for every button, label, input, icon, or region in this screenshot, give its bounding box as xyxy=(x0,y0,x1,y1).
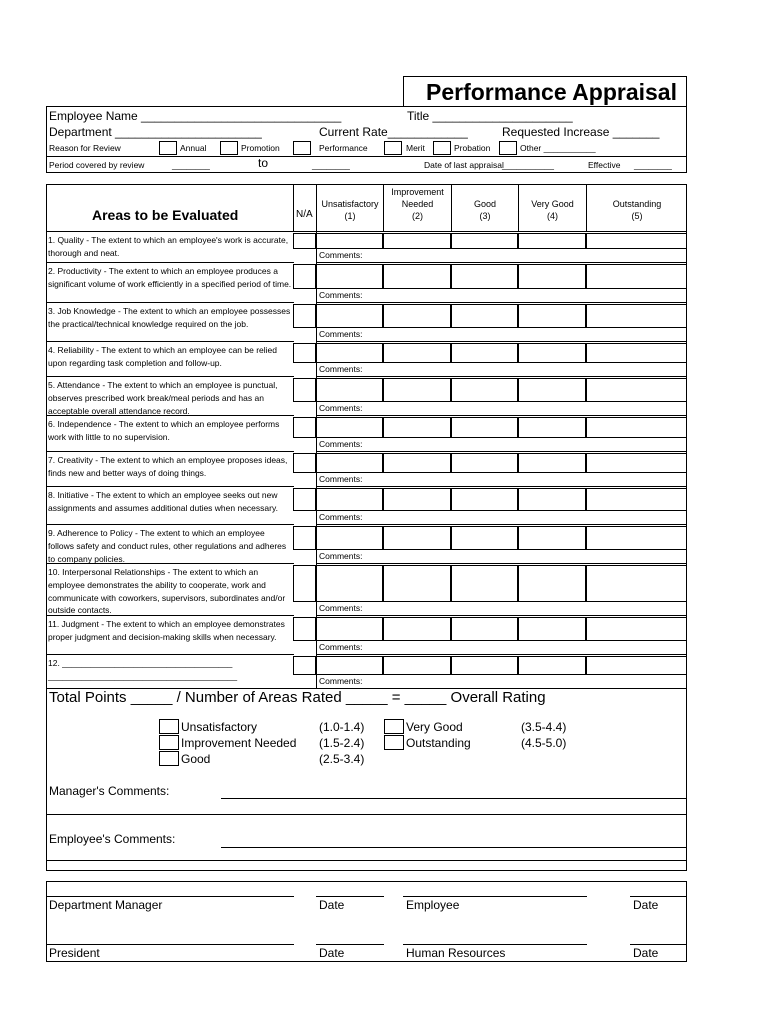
rating-cell[interactable] xyxy=(316,656,383,675)
rating-label: Improvement Needed xyxy=(181,736,297,750)
na-header: N/A xyxy=(296,209,313,220)
title-field[interactable]: Title _____________________ xyxy=(407,109,573,123)
rating-cell[interactable] xyxy=(518,488,586,511)
outstanding-checkbox[interactable] xyxy=(384,735,404,750)
rating-cell[interactable] xyxy=(586,417,687,438)
rating-cell[interactable] xyxy=(316,617,383,641)
requested-increase-field[interactable]: Requested Increase _______ xyxy=(502,125,660,139)
col-header-line: Very Good xyxy=(531,199,574,209)
rating-cell[interactable] xyxy=(518,304,586,328)
comments-label: Comments: xyxy=(319,676,363,686)
human-resources-label: Human Resources xyxy=(406,946,506,960)
na-rating-cell[interactable] xyxy=(293,343,316,363)
area-description: 2. Productivity - The extent to which an employee produces a significant volume of work efficiently in a specified period of time. xyxy=(48,266,292,289)
rating-cell[interactable] xyxy=(586,378,687,402)
col-header-line: (4) xyxy=(547,211,558,221)
area-description: 6. Independence - The extent to which an employee performs work with little to no supervision. xyxy=(48,419,280,442)
signature-section xyxy=(46,881,687,962)
current-rate-field[interactable]: Current Rate____________ xyxy=(319,125,468,139)
rating-cell[interactable] xyxy=(586,617,687,641)
rating-cell[interactable] xyxy=(383,488,451,511)
col-header-line: (5) xyxy=(631,211,643,221)
na-rating-cell[interactable] xyxy=(293,304,316,328)
rating-label: Good xyxy=(181,752,211,766)
rating-cell[interactable] xyxy=(518,264,586,289)
probation-checkbox[interactable] xyxy=(433,141,451,155)
rating-range: (4.5-5.0) xyxy=(521,736,567,750)
rating-cell[interactable] xyxy=(586,233,687,249)
na-rating-cell[interactable] xyxy=(293,656,316,675)
effective-field[interactable]: ________ xyxy=(634,160,672,170)
signature-line[interactable] xyxy=(316,896,384,897)
rating-cell[interactable] xyxy=(383,343,451,363)
signature-line[interactable] xyxy=(403,944,587,945)
other-field[interactable]: Other ___________ xyxy=(520,143,596,153)
rating-cell[interactable] xyxy=(316,304,383,328)
summary-bottom-line xyxy=(46,870,687,871)
row-divider xyxy=(46,615,294,616)
rating-cell[interactable] xyxy=(518,617,586,641)
comments-label: Comments: xyxy=(319,290,363,300)
rating-cell[interactable] xyxy=(518,453,586,473)
col-header-line: (3) xyxy=(479,211,491,221)
col-header-line: Unsatisfactory xyxy=(321,199,379,209)
comments-label: Comments: xyxy=(319,439,363,449)
merit-checkbox[interactable] xyxy=(384,141,402,155)
signature-line[interactable] xyxy=(630,944,686,945)
last-appraisal-field[interactable]: ___________ xyxy=(502,160,555,170)
signature-line[interactable] xyxy=(46,896,294,897)
row-divider xyxy=(46,524,294,525)
summary-right-border xyxy=(686,688,687,870)
rating-range: (1.0-1.4) xyxy=(319,720,365,734)
employee-name-field[interactable]: Employee Name ______________________________ xyxy=(49,109,342,123)
rating-cell[interactable] xyxy=(586,488,687,511)
rating-label: Very Good xyxy=(406,720,463,734)
area-description: 11. Judgment - The extent to which an employee demonstrates proper judgment and decision-making skills when necessary. xyxy=(48,619,285,642)
comments-line[interactable] xyxy=(316,524,687,525)
row-divider xyxy=(46,262,294,263)
row-divider xyxy=(46,302,294,303)
rating-cell[interactable] xyxy=(518,526,586,550)
rating-cell[interactable] xyxy=(383,417,451,438)
rating-cell[interactable] xyxy=(451,488,518,511)
promotion-checkbox[interactable] xyxy=(220,141,238,155)
rating-cell[interactable] xyxy=(383,526,451,550)
comments-line[interactable] xyxy=(316,262,687,263)
rating-cell[interactable] xyxy=(518,233,586,249)
comments-label: Comments: xyxy=(319,403,363,413)
comments-label: Comments: xyxy=(319,603,363,613)
row-divider xyxy=(46,341,294,342)
summary-left-border xyxy=(46,688,47,870)
na-rating-cell[interactable] xyxy=(293,378,316,402)
comments-line[interactable] xyxy=(316,486,687,487)
comments-line[interactable] xyxy=(316,451,687,452)
row-divider xyxy=(46,654,294,655)
table-header-divider xyxy=(46,231,687,232)
rating-cell[interactable] xyxy=(586,656,687,675)
unsatisfactory-checkbox[interactable] xyxy=(159,719,179,734)
area-description: 4. Reliability - The extent to which an employee can be relied upon regarding task completion and follow-up. xyxy=(48,345,277,368)
rating-cell[interactable] xyxy=(383,617,451,641)
period-from-field[interactable]: ________ xyxy=(172,160,210,170)
to-label: to xyxy=(258,156,269,170)
header-divider xyxy=(46,156,687,157)
date-label: Date xyxy=(319,898,345,912)
annual-checkbox[interactable] xyxy=(159,141,177,155)
rating-cell[interactable] xyxy=(451,233,518,249)
improvement-needed-checkbox[interactable] xyxy=(159,735,179,750)
managers-comments-line[interactable] xyxy=(46,814,687,815)
rating-cell[interactable] xyxy=(316,233,383,249)
performance-checkbox[interactable] xyxy=(293,141,311,155)
performance-label: Performance xyxy=(319,143,368,153)
comments-label: Comments: xyxy=(319,474,363,484)
president-label: President xyxy=(49,946,100,960)
rating-cell[interactable] xyxy=(383,656,451,675)
rating-cell[interactable] xyxy=(383,264,451,289)
comments-line[interactable] xyxy=(316,563,687,564)
rating-cell[interactable] xyxy=(451,617,518,641)
promotion-label: Promotion xyxy=(241,143,280,153)
rating-cell[interactable] xyxy=(316,565,383,602)
department-field[interactable]: Department ______________________ xyxy=(49,125,262,139)
rating-cell[interactable] xyxy=(383,233,451,249)
employees-comments-line[interactable] xyxy=(46,860,687,861)
rating-cell[interactable] xyxy=(586,343,687,363)
rating-cell[interactable] xyxy=(316,417,383,438)
comments-label: Comments: xyxy=(319,512,363,522)
na-rating-cell[interactable] xyxy=(293,453,316,473)
area-description: 10. Interpersonal Relationships - The extent to which an employee demonstrates the ability to cooperate, work and communicate with coworkers, supervisors, subordinates and/or outside contacts. xyxy=(48,567,286,616)
rating-cell[interactable] xyxy=(451,304,518,328)
rating-cell[interactable] xyxy=(518,378,586,402)
rating-range: (3.5-4.4) xyxy=(521,720,567,734)
signature-line[interactable] xyxy=(403,896,587,897)
comments-line[interactable] xyxy=(316,341,687,342)
managers-comments-line[interactable] xyxy=(221,798,687,799)
col-header-unsatisfactory xyxy=(317,186,383,222)
rating-cell[interactable] xyxy=(451,378,518,402)
rating-cell[interactable] xyxy=(451,453,518,473)
na-rating-cell[interactable] xyxy=(293,264,316,289)
rating-cell[interactable] xyxy=(518,343,586,363)
row-divider xyxy=(46,415,294,416)
good-checkbox[interactable] xyxy=(159,751,179,766)
rating-range: (2.5-3.4) xyxy=(319,752,365,766)
rating-cell[interactable] xyxy=(518,656,586,675)
comments-line[interactable] xyxy=(316,376,687,377)
managers-comments-label: Manager's Comments: xyxy=(49,784,170,798)
very-good-checkbox[interactable] xyxy=(384,719,404,734)
last-appraisal-label: Date of last appraisal xyxy=(424,160,504,170)
col-header-improvement xyxy=(384,186,451,222)
rating-cell[interactable] xyxy=(586,453,687,473)
na-column-divider xyxy=(293,184,294,232)
na-rating-cell[interactable] xyxy=(293,565,316,602)
rating-cell[interactable] xyxy=(316,526,383,550)
rating-cell[interactable] xyxy=(383,378,451,402)
rating-cell[interactable] xyxy=(518,417,586,438)
rating-cell[interactable] xyxy=(586,565,687,602)
rating-label: Unsatisfactory xyxy=(181,720,258,734)
col-header-line: Needed xyxy=(401,199,434,209)
col-header-line: Good xyxy=(473,199,497,209)
rating-cell[interactable] xyxy=(383,453,451,473)
rating-cell[interactable] xyxy=(586,526,687,550)
rating-cell[interactable] xyxy=(316,378,383,402)
effective-label: Effective xyxy=(588,160,621,170)
reason-label: Reason for Review xyxy=(49,143,121,153)
rating-cell[interactable] xyxy=(451,343,518,363)
other-checkbox[interactable] xyxy=(499,141,517,155)
comments-label: Comments: xyxy=(319,364,363,374)
rating-cell[interactable] xyxy=(451,526,518,550)
department-manager-label: Department Manager xyxy=(49,898,163,912)
na-rating-cell[interactable] xyxy=(293,233,316,249)
employee-label: Employee xyxy=(406,898,460,912)
area-description: 7. Creativity - The extent to which an employee proposes ideas, finds new and better ways of doing things. xyxy=(48,455,288,478)
signature-line[interactable] xyxy=(630,896,686,897)
rating-cell[interactable] xyxy=(316,264,383,289)
area-description: 5. Attendance - The extent to which an employee is punctual, observes prescribed work break/meal periods and has an acceptable overall attendance record. xyxy=(48,380,278,416)
comments-label: Comments: xyxy=(319,250,363,260)
employees-comments-label: Employee's Comments: xyxy=(49,832,176,846)
comments-label: Comments: xyxy=(319,329,363,339)
area-description: 12. ____________________________________ ________________________________________ xyxy=(48,658,238,681)
col-header-very-good xyxy=(519,186,586,222)
comments-label: Comments: xyxy=(319,551,363,561)
areas-header: Areas to be Evaluated xyxy=(92,207,239,223)
row-divider xyxy=(46,376,294,377)
rating-cell[interactable] xyxy=(518,565,586,602)
row-divider xyxy=(46,486,294,487)
rating-cell[interactable] xyxy=(316,453,383,473)
area-description: 8. Initiative - The extent to which an employee seeks out new assignments and assumes additional duties when necessary. xyxy=(48,490,278,513)
total-points-line[interactable]: Total Points _____ / Number of Areas Rated _____ = _____ Overall Rating xyxy=(49,689,546,706)
row-divider xyxy=(46,563,294,564)
area-description: 9. Adherence to Policy - The extent to which an employee follows safety and conduct rules, other regulations and adheres to company policies. xyxy=(48,528,287,564)
comments-line[interactable] xyxy=(316,654,687,655)
date-label: Date xyxy=(633,898,659,912)
comments-line[interactable] xyxy=(316,615,687,616)
col-header-line: Outstanding xyxy=(612,199,662,209)
row-divider xyxy=(46,451,294,452)
na-rating-cell[interactable] xyxy=(293,617,316,641)
rating-cell[interactable] xyxy=(316,343,383,363)
rating-cell[interactable] xyxy=(586,304,687,328)
rating-cell[interactable] xyxy=(451,565,518,602)
period-to-field[interactable]: ________ xyxy=(312,160,350,170)
col-header-outstanding xyxy=(587,186,687,222)
col-header-line: (1) xyxy=(344,211,356,221)
na-rating-cell[interactable] xyxy=(293,526,316,550)
rating-range: (1.5-2.4) xyxy=(319,736,365,750)
rating-label: Outstanding xyxy=(406,736,471,750)
rating-cell[interactable] xyxy=(316,488,383,511)
merit-label: Merit xyxy=(406,143,425,153)
col-header-line: Improvement xyxy=(391,187,444,197)
area-description: 3. Job Knowledge - The extent to which an employee possesses the practical/technical knowledge required on the job. xyxy=(48,306,291,329)
period-label: Period covered by review xyxy=(49,160,145,170)
rating-cell[interactable] xyxy=(383,304,451,328)
signature-line[interactable] xyxy=(46,944,294,945)
rating-cell[interactable] xyxy=(586,264,687,289)
rating-cell[interactable] xyxy=(451,417,518,438)
probation-label: Probation xyxy=(454,143,491,153)
comments-line[interactable] xyxy=(316,302,687,303)
comments-label: Comments: xyxy=(319,642,363,652)
rating-cell[interactable] xyxy=(383,565,451,602)
date-label: Date xyxy=(319,946,345,960)
title-box xyxy=(403,76,687,106)
comments-line[interactable] xyxy=(316,415,687,416)
na-rating-cell[interactable] xyxy=(293,417,316,438)
area-description: 1. Quality - The extent to which an employee's work is accurate, thorough and neat. xyxy=(48,235,289,258)
date-label: Date xyxy=(633,946,659,960)
page-title: Performance Appraisal xyxy=(426,79,677,105)
col-header-line: (2) xyxy=(412,211,423,221)
col-header-good xyxy=(452,186,518,222)
rating-cell[interactable] xyxy=(451,656,518,675)
employees-comments-line[interactable] xyxy=(221,847,687,848)
signature-line[interactable] xyxy=(316,944,384,945)
annual-label: Annual xyxy=(180,143,207,153)
na-rating-cell[interactable] xyxy=(293,488,316,511)
rating-cell[interactable] xyxy=(451,264,518,289)
